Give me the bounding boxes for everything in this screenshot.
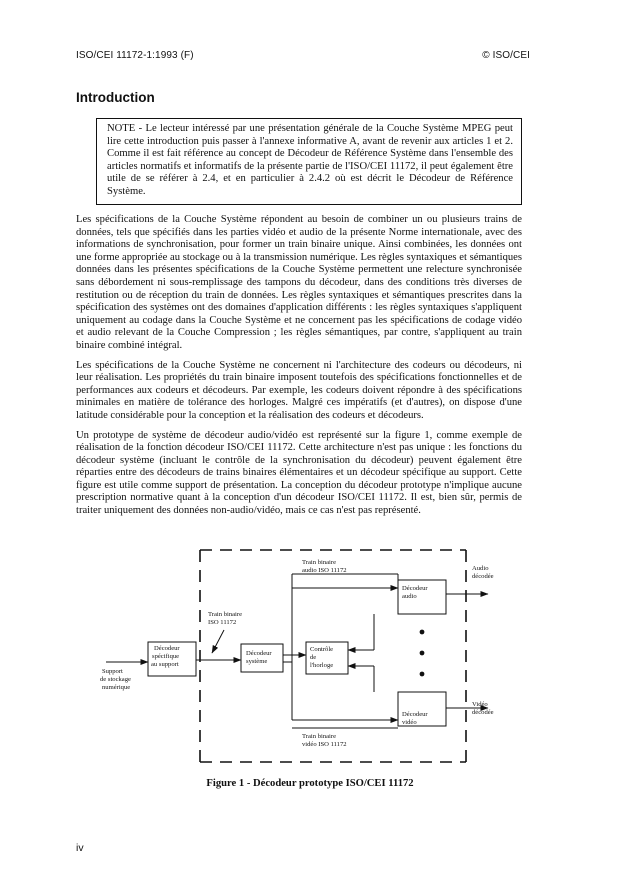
header-standard-id: ISO/CEI 11172-1:1993 (F): [76, 50, 194, 61]
stream-label: Train binaire ISO 11172: [208, 611, 243, 626]
ellipsis-dot: [420, 672, 425, 677]
paragraph-2: Les spécifications de la Couche Système ne concernent ni l'architecture des codeurs ou décodeurs, ni leur réalisation. Les propriétés du train binaire imposent toutefois des spécifications fonctionnelles et de performances aux codeurs et décodeurs. Par exemple, les codeurs doivent répondre à des spécifications minimales en matière de tolérance des horloges. Malgré ces impératifs (et d'autres), on dispose d'une latitude considérable pour la conception et la réalisation des codeurs et décodeurs.: [76, 359, 522, 421]
note-box: NOTE - Le lecteur intéressé par une présentation générale de la Couche Système MPEG peut lire cette introduction puis passer à l'annexe informative A, avant de revenir aux articles 1 et 2. Comme il est fait référence au concept de Décodeur de Référence Système dans l'ensemble des articles normatifs et informatifs de la présente partie de l'ISO/CEI 11172, il peut également être utile de se référer à 2.4, et en particulier à 2.4.2 où est décrit le Décodeur de Référence Système.: [96, 118, 522, 205]
storage-label: Support de stockage numérique: [100, 668, 131, 691]
video-decoder-label: Décodeur vidéo: [402, 711, 428, 726]
decoder-diagram: [96, 540, 526, 776]
paragraph-1: Les spécifications de la Couche Système répondent au besoin de combiner un ou plusieurs trains de données, tels que spécifiés dans les parties vidéo et audio de la présente Norme internationale, avec des informations de synchronisation, pour former un train binaire unique. Ainsi combinées, les données ont une forme appropriée au stockage ou à la transmission numérique. Les règles syntaxiques et sémantiques données dans les présentes spécifications de la Couche Système permettent une relecture synchronisée sans débordement ni sous-remplissage des tampons du décodeur, dans des conditions très diverses de restitution ou de réception du train de données. Les règles syntaxiques et sémantiques prescrites dans la spécification des systèmes ont des domaines d'application différents : les règles syntaxiques s'appliquent uniquement au codage dans la Couche Système et ne concernent pas les spécifications de codage vidéo et audio relevant de la Couche Compression ; les règles sémantiques, par contre, s'appliquent au train binaire combiné intégral.: [76, 214, 522, 351]
section-title: Introduction: [76, 90, 155, 105]
ellipsis-dot: [420, 630, 425, 635]
system-decoder-label: Décodeur système: [246, 650, 272, 665]
paragraph-3: Un prototype de système de décodeur audio/vidéo est représenté sur la figure 1, comme exemple de réalisation de la fonction décodeur ISO/CEI 11172. Cette architecture n'est pas unique : les fonctions du décodeur système (incluant le contrôle de la synchronisation du décodeur) peuvent également être réparties entre des décodeurs de trains binaires élémentaires et un décodeur spécifique au support. Cette figure est utile comme support de présentation. La conception du décodeur prototype n'implique aucune prescription normative quant à la conception d'un décodeur ISO/CEI 11172. Il est, bien sûr, permis de traiter uniquement des données non-audio/vidéo, mais ce cas n'est pas représenté.: [76, 429, 522, 517]
media-decoder-label: Décodeur spécifique au support: [151, 645, 180, 668]
ellipsis-dot: [420, 651, 425, 656]
body-text: [76, 214, 522, 525]
figure-caption: Figure 1 - Décodeur prototype ISO/CEI 11172: [206, 778, 414, 789]
clock-control-label: Contrôle de l'horloge: [310, 646, 334, 669]
header-copyright: © ISO/CEI: [482, 50, 530, 61]
audio-decoder-label: Décodeur audio: [402, 585, 428, 600]
video-stream-label: Train binaire vidéo ISO 11172: [302, 733, 347, 748]
stream-label-pointer: [212, 630, 224, 653]
audio-output-label: Audio décodée: [472, 565, 494, 580]
video-output-label: Vidéo décodée: [472, 701, 494, 716]
audio-stream-label: Train binaire audio ISO 11172: [302, 559, 347, 574]
page-number: iv: [76, 842, 84, 854]
